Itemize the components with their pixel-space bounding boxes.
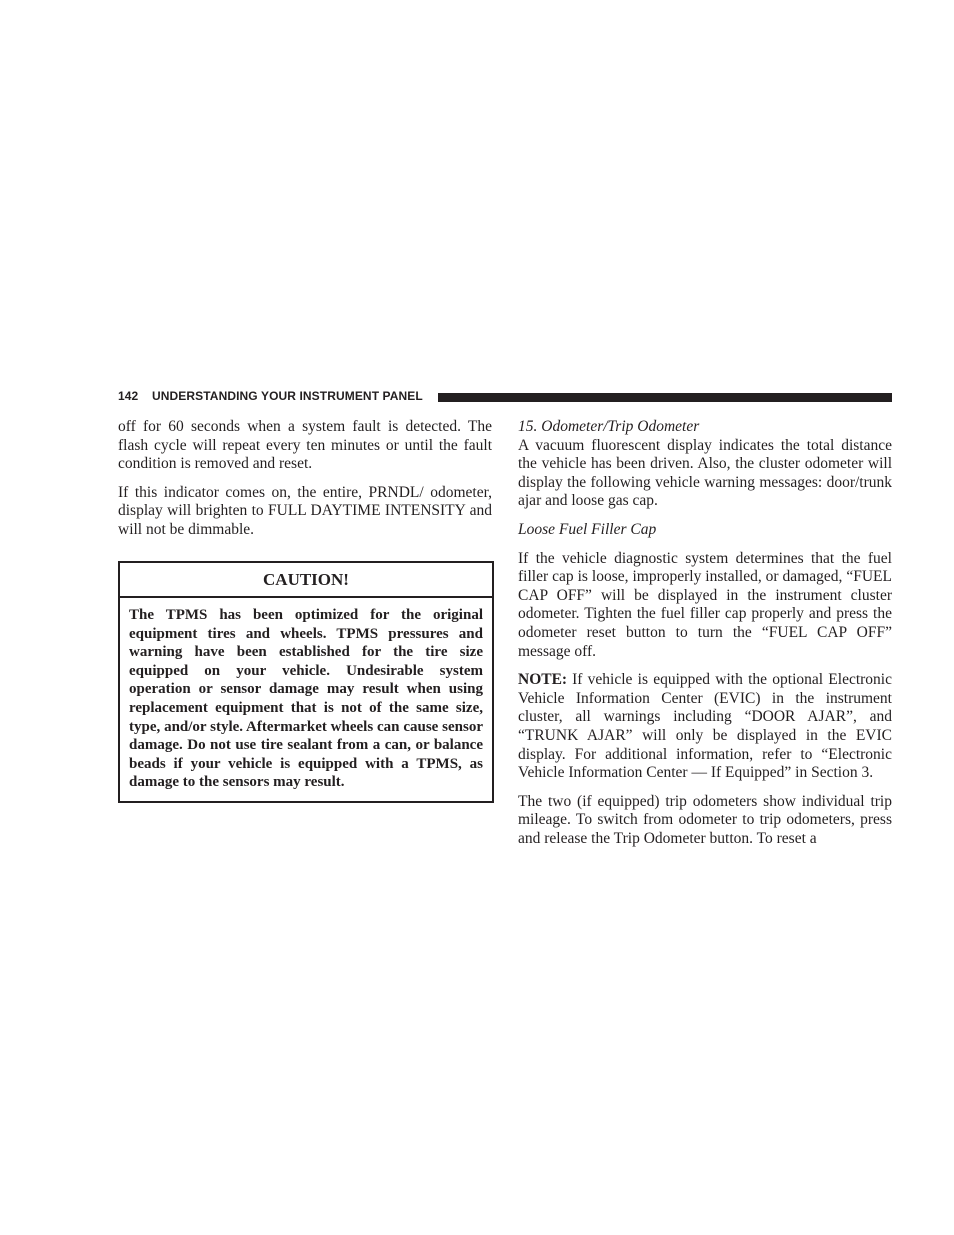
subheading: Loose Fuel Filler Cap xyxy=(518,520,657,538)
left-column xyxy=(118,418,492,540)
page-header xyxy=(118,388,892,406)
note-text: If vehicle is equipped with the optional Electronic Vehicle Information Center (EVIC) in the instrument cluster, all warnings including “DOOR AJAR”, and “TRUNK AJAR” will only be displayed in the EVIC display. For additional information, refer to “Electronic Vehicle Information Center — If Equipped” in Section 3. xyxy=(518,671,892,782)
caution-title: CAUTION! xyxy=(120,563,492,598)
note-label: NOTE: xyxy=(518,671,568,689)
caution-box xyxy=(118,561,494,803)
left-paragraph-2: If this indicator comes on, the entire, PRNDL/ odometer, display will brighten to FULL DAYTIME INTENSITY and will not be dimmable. xyxy=(118,483,492,538)
page-number: 142 xyxy=(118,389,139,403)
right-paragraph-2: If the vehicle diagnostic system determines that the fuel filler cap is loose, improperly installed, or damaged, “FUEL CAP OFF” will be displayed in the instrument cluster odometer. Tighten the fuel filler cap properly and press the odometer reset button to turn the “FUEL CAP OFF” message off. xyxy=(518,549,892,660)
caution-text: The TPMS has been optimized for the original equipment tires and wheels. TPMS pressures and warning have been established for the tire size equipped on your vehicle. Undesirable system operation or sensor damage may result when using replacement equipment that is not of the same size, type, and/or style. Aftermarket wheels can cause sensor damage. Do not use tire sealant from a can, or balance beads if your vehicle is equipped with a TPMS, as damage to the sensors may result. xyxy=(129,607,483,791)
section-title: UNDERSTANDING YOUR INSTRUMENT PANEL xyxy=(152,389,423,403)
right-paragraph-3: The two (if equipped) trip odometers show individual trip mileage. To switch from odometer to trip odometers, press and release the Trip Odometer button. To reset a xyxy=(518,792,892,847)
header-rule xyxy=(438,393,892,402)
left-paragraph-1: off for 60 seconds when a system fault is detected. The flash cycle will repeat every ten minutes or until the fault condition is removed and reset. xyxy=(118,418,492,473)
right-paragraph-1: A vacuum fluorescent display indicates the total distance the vehicle has been driven. Also, the cluster odometer will display the following vehicle warning messages: door/trunk ajar and loose gas cap. xyxy=(518,436,892,510)
section-heading: 15. Odometer/Trip Odometer xyxy=(518,418,700,435)
right-column xyxy=(518,418,892,848)
note-paragraph xyxy=(518,671,892,783)
